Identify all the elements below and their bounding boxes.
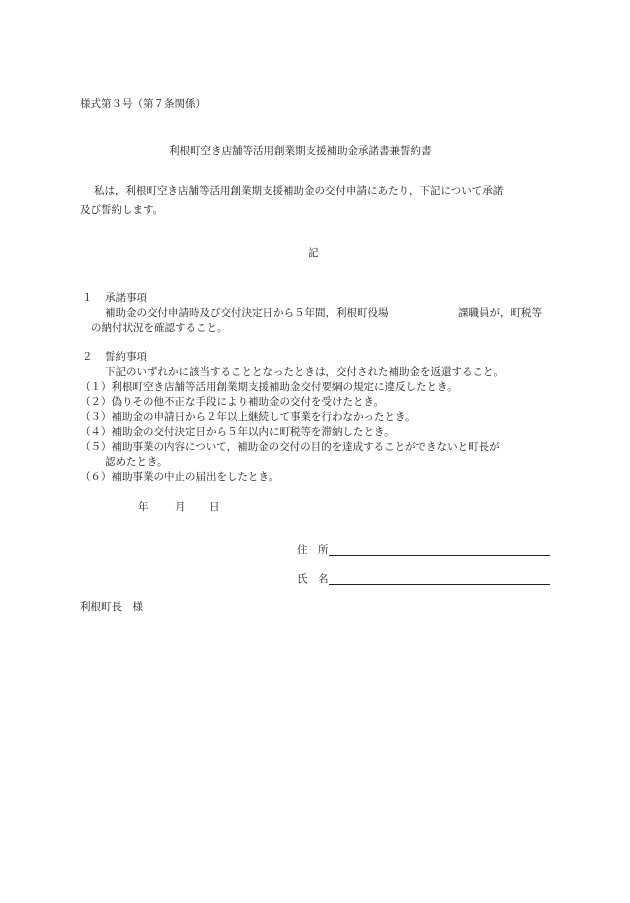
section-1-heading: 承諾事項 xyxy=(105,292,147,304)
pledge-item-2: （２）偽りその他不正な手段により補助金の交付を受けたとき。 xyxy=(80,396,385,408)
form-number: 様式第３号（第７条関係） xyxy=(80,98,206,110)
section-1-line-2: の納付状況を確認すること。 xyxy=(91,322,228,334)
addressee: 利根町長 様 xyxy=(80,601,143,613)
pledge-item-4: （４）補助金の交付決定日から５年以内に町税等を滞納したとき。 xyxy=(80,426,395,438)
section-1-line-1b: 課職員が，町税等 xyxy=(458,307,542,319)
ki-heading: 記 xyxy=(308,247,319,259)
intro-line-2: 及び誓約します。 xyxy=(80,204,164,216)
date-year-label: 年 xyxy=(138,501,149,513)
pledge-item-1: （１）利根町空き店舗等活用創業期支援補助金交付要綱の規定に違反したとき。 xyxy=(80,381,458,393)
section-1-line-1a: 補助金の交付申請時及び交付決定日から５年間，利根町役場 xyxy=(105,307,389,319)
section-1-number: １ xyxy=(82,292,93,304)
pledge-item-5-cont: 認めたとき。 xyxy=(105,456,168,468)
name-line xyxy=(329,584,550,585)
section-2-heading: 誓約事項 xyxy=(105,351,147,363)
pledge-item-6: （６）補助事業の中止の届出をしたとき。 xyxy=(80,471,280,483)
name-label: 氏 名 xyxy=(297,573,329,585)
date-day-label: 日 xyxy=(209,501,220,513)
date-month-label: 月 xyxy=(175,501,186,513)
section-2-lead: 下記のいずれかに該当することとなったときは，交付された補助金を返還すること。 xyxy=(105,366,504,378)
pledge-item-3: （３）補助金の申請日から２年以上継続して事業を行わなかったとき。 xyxy=(80,411,416,423)
pledge-item-5: （５）補助事業の内容について，補助金の交付の目的を達成することができないと町長が xyxy=(80,441,500,453)
document-title: 利根町空き店舗等活用創業期支援補助金承諾書兼誓約書 xyxy=(169,145,432,157)
address-line xyxy=(329,555,550,556)
intro-line-1: 私は，利根町空き店舗等活用創業期支援補助金の交付申請にあたり，下記について承諾 xyxy=(94,185,504,197)
address-label: 住 所 xyxy=(297,544,329,556)
section-2-number: ２ xyxy=(82,351,93,363)
